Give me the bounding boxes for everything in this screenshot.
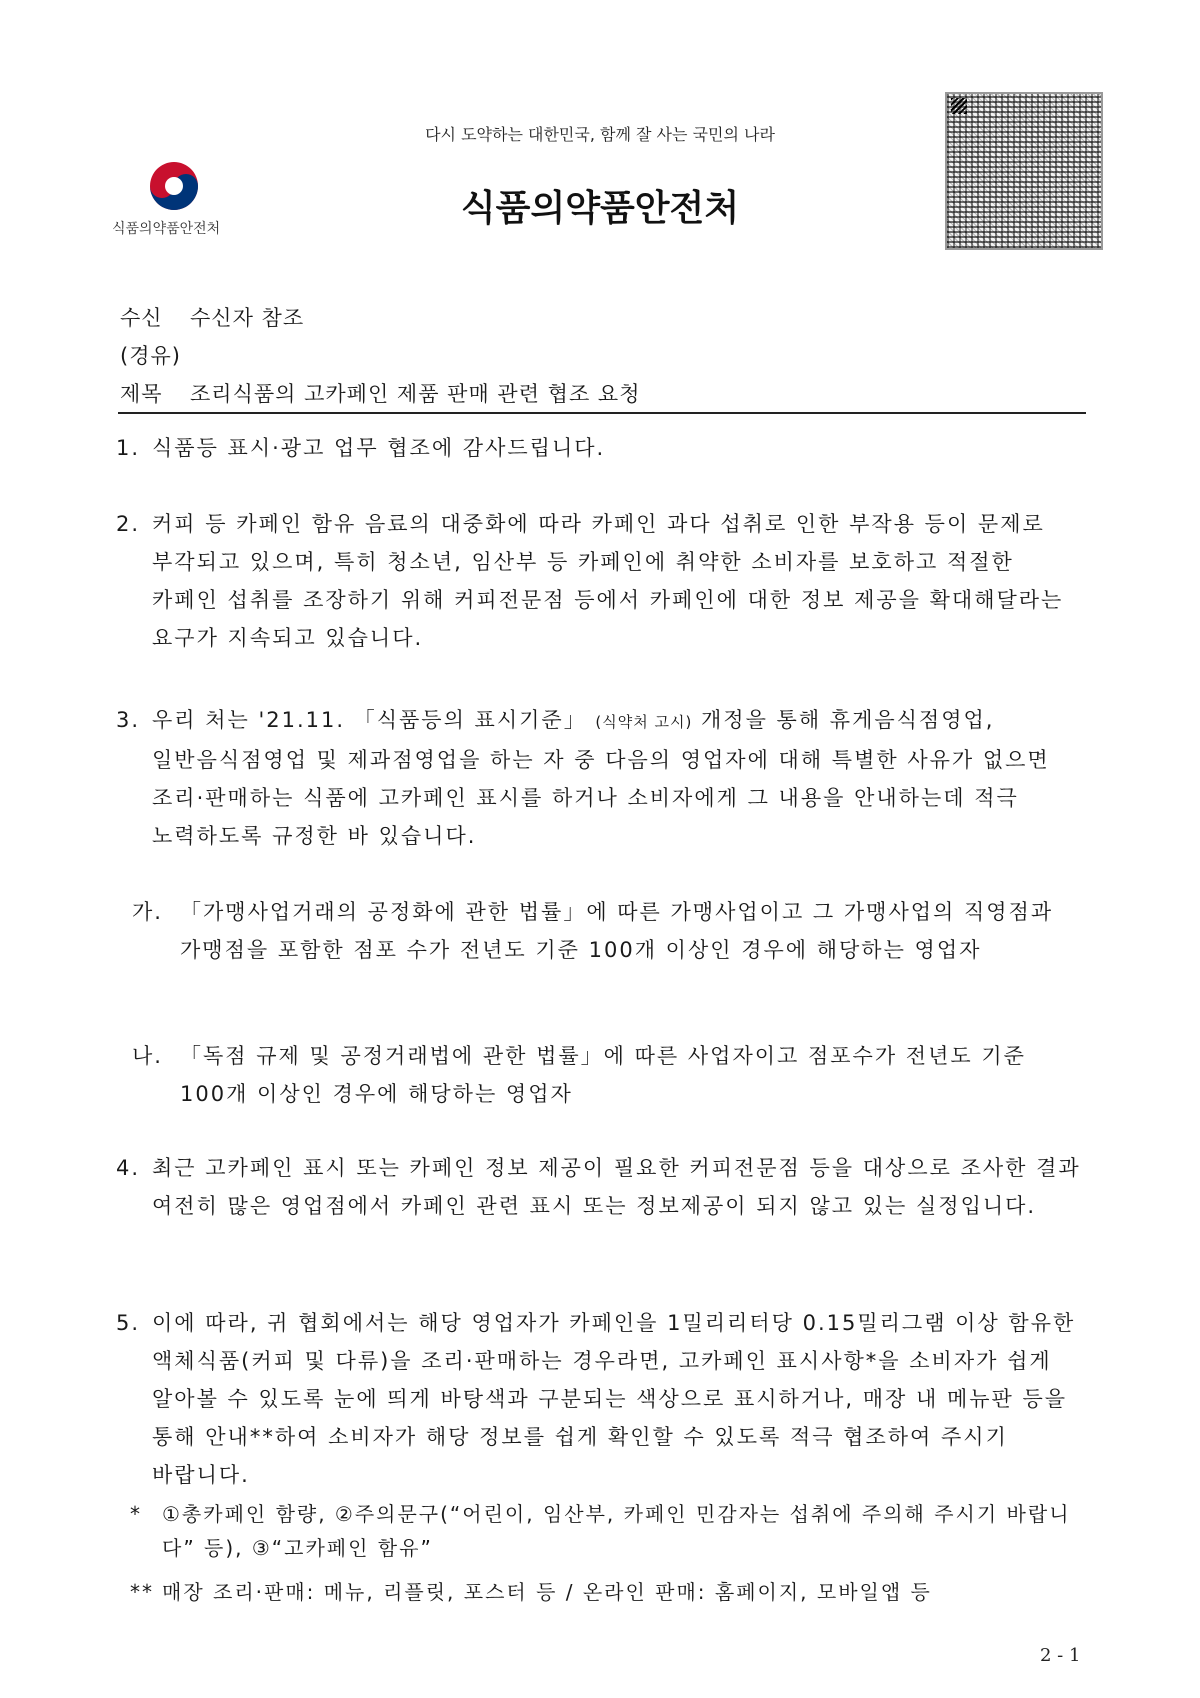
paragraph-2 [116,505,1082,657]
paragraph-number: 1. [116,436,141,460]
footnote-text: ①총카페인 함량, ②주의문구(“어린이, 임산부, 카페인 민감자는 섭취에 주의해 주시기 바랍니다” 등), ③“고카페인 함유” [162,1502,1071,1560]
recipient-value: 수신자 참조 [190,306,305,330]
paragraph-number: 5. [116,1311,141,1335]
logo-text: 식품의약품안전처 [112,221,221,237]
paragraph-3-item-ga [132,893,1080,969]
footnote-single-star [130,1497,1082,1565]
paragraph-5 [116,1304,1092,1494]
item-number: 나. [132,1044,163,1068]
paragraph-number: 2. [116,512,141,536]
via-line: (경유) [120,344,181,368]
qr-corner-mark [951,98,967,114]
page-number: 2 - 1 [1040,1645,1081,1666]
paragraph-1 [116,429,1082,467]
paragraph-4 [116,1149,1082,1225]
paragraph-text: 커피 등 카페인 함유 음료의 대중화에 따라 카페인 과다 섭취로 인한 부작용 등이 문제로 부각되고 있으며, 특히 청소년, 임산부 등 카페인에 취약한 소비자를 보호하고 적절한 카페인 섭취를 조장하기 위해 커피전문점 등에서 카페인에 대한 정보 제공을 확대해달라는 요구가 지속되고 있습니다. [152,512,1064,650]
footnote-mark: ** [130,1580,154,1604]
subject-value: 조리식품의 고카페인 제품 판매 관련 협조 요청 [190,382,641,406]
subject-label: 제목 [120,382,163,406]
subject-line [120,378,640,408]
paragraph-text: 최근 고카페인 표시 또는 카페인 정보 제공이 필요한 커피전문점 등을 대상으로 조사한 결과 여전히 많은 영업점에서 카페인 관련 표시 또는 정보제공이 되지 않고 있는 실정입니다. [152,1156,1081,1218]
org-title: 식품의약품안전처 [460,188,740,229]
recipient-label: 수신 [120,306,163,330]
paragraph-3-item-na [132,1037,1080,1113]
item-text: 「가맹사업거래의 공정화에 관한 법률」에 따른 가맹사업이고 그 가맹사업의 직영점과 가맹점을 포함한 점포 수가 전년도 기준 100개 이상인 경우에 해당하는 영업자 [180,900,1054,962]
footnote-double-star [130,1575,1002,1609]
paragraph-small-note: (식약처 고시) [595,713,693,731]
slogan: 다시 도약하는 대한민국, 함께 잘 사는 국민의 나라 [425,125,775,144]
paragraph-text-before: 우리 처는 '21.11. 「식품등의 표시기준」 [152,708,587,732]
qr-code [945,92,1103,250]
paragraph-text: 식품등 표시·광고 업무 협조에 감사드립니다. [152,436,606,460]
recipient-line [120,302,304,332]
paragraph-text-after: 개정을 통해 휴게음식점영업, 일반음식점영업 및 제과점영업을 하는 자 중 다음의 영업자에 대해 특별한 사유가 없으면 조리·판매하는 식품에 고카페인 표시를 하거나 소비자에게 그 내용을 안내하는데 적극 노력하도록 규정한 바 있습니다. [152,708,1050,848]
paragraph-text: 이에 따라, 귀 협회에서는 해당 영업자가 카페인을 1밀리리터당 0.15밀리그램 이상 함유한 액체식품(커피 및 다류)을 조리·판매하는 경우라면, 고카페인 표시사항*을 소비자가 쉽게 알아볼 수 있도록 눈에 띄게 바탕색과 구분되는 색상으로 표시하거나, 매장 내 메뉴판 등을 통해 안내**하여 소비자가 해당 정보를 쉽게 확인할 수 있도록 적극 협조하여 주시기 바랍니다. [152,1311,1076,1487]
paragraph-number: 4. [116,1156,141,1180]
subject-divider [118,412,1086,414]
paragraph-3 [116,701,1082,855]
item-text: 「독점 규제 및 공정거래법에 관한 법률」에 따른 사업자이고 점포수가 전년도 기준 100개 이상인 경우에 해당하는 영업자 [180,1044,1026,1106]
paragraph-number: 3. [116,708,141,732]
item-number: 가. [132,900,163,924]
footnote-text: 매장 조리·판매: 메뉴, 리플릿, 포스터 등 / 온라인 판매: 홈페이지, 모바일앱 등 [162,1580,932,1604]
footnote-mark: * [130,1502,142,1526]
